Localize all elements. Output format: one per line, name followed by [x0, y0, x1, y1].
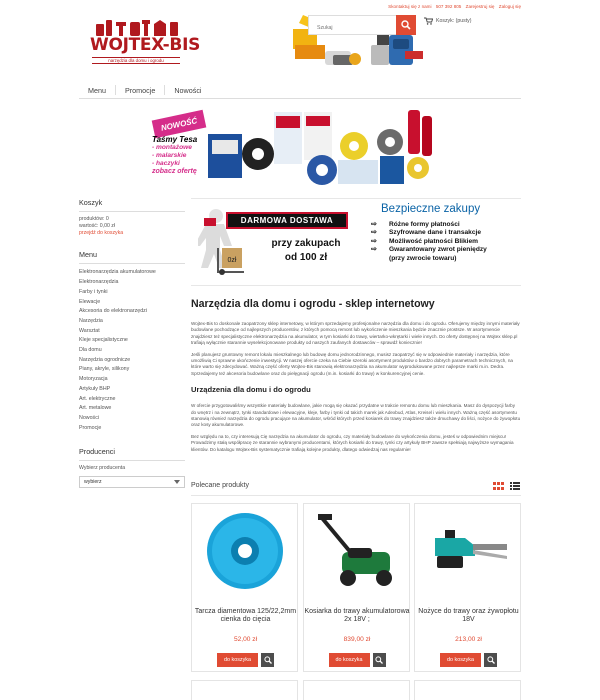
sidebar-producers — [79, 447, 185, 487]
search-button[interactable] — [396, 15, 416, 35]
zoom-button[interactable] — [261, 653, 274, 667]
free-shipping-line2: od 100 zł — [284, 252, 328, 263]
cart-value: wartość: 0,00 zł — [79, 223, 116, 230]
lawn-mower-image — [314, 508, 400, 594]
zoom-icon — [487, 656, 495, 664]
section-heading: Urządzenia dla domu i do ogrodu — [191, 385, 311, 395]
product-card[interactable] — [303, 503, 410, 672]
product-card[interactable] — [414, 503, 521, 672]
zoom-button[interactable] — [484, 653, 497, 667]
intro-paragraph: Wojtex-Bis to doskonale zaopatrzony sklep internetowy, w którym sprzedajemy profesjonalne narzędzia dla domu i do ogrodu. Oferujemy między innymi materiały budowlane pochodzące od najlepszych producentów, z których pomocą remont lub wykończenie mieszkania będzie znacznie prostsze. W asortymencie znajdziesz też specjalistyczne elektronarzędzia na akumulator, w tym kosiarki do trawy, wiertarko-wkrętarki i wiele innych. Do oferty dostępnej na Wojtex sklep.pl trafiają wyłącznie starannie wyselekcjonowane produkty od naszych zaufanych dostawców – sprawdź koniecznie! — [191, 321, 520, 346]
promo-text — [152, 136, 212, 176]
header-cart-label: Koszyk: (pusty) — [436, 18, 472, 24]
search-icon — [401, 20, 411, 30]
safe-shopping-title: Bezpieczne zakupy — [381, 203, 481, 215]
sidebar-cart — [79, 198, 185, 236]
register-link[interactable]: Zarejestruj się — [465, 4, 495, 9]
safe-item — [371, 221, 511, 229]
producer-label: Wybierz producenta — [79, 465, 126, 472]
category-link[interactable]: Warsztat — [79, 327, 100, 334]
tape-products-image — [204, 106, 434, 192]
category-link[interactable]: Art. elektryczne — [79, 395, 116, 402]
free-shipping-banner — [198, 204, 348, 282]
top-links — [385, 4, 521, 9]
arrow-icon: ⇨ — [371, 237, 377, 245]
producer-select-value: wybierz — [84, 478, 102, 485]
promo-line: - haczyki — [152, 160, 180, 167]
safe-item — [371, 238, 511, 246]
arrow-icon: ⇨ — [371, 229, 377, 237]
hedge-trimmer-image — [425, 508, 511, 594]
category-link[interactable]: Dla domu — [79, 347, 102, 354]
logo[interactable] — [88, 18, 201, 70]
promo-banner[interactable] — [152, 106, 434, 192]
product-name[interactable]: Kosiarka do trawy akumulatorowa 2x 18V ; — [304, 608, 410, 623]
safe-item-label: Szyfrowane dane i transakcje — [389, 229, 481, 237]
product-card[interactable] — [191, 680, 298, 700]
safe-item — [371, 229, 511, 237]
list-view-icon[interactable] — [510, 482, 520, 490]
category-link[interactable]: Kleje specjalistyczne — [79, 337, 128, 344]
logo-tagline: narzędzia dla domu i ogrodu — [92, 57, 180, 64]
sidebar-producers-title: Producenci — [79, 447, 185, 461]
intro-paragraph: Jeśli planujesz gruntowny remont lokalu mieszkalnego lub budowę domu jednorodzinnego, musisz zaopatrzyć się w odpowiednie materiały i narzędzia, które umożliwią Ci sprawne ukończenie inwestycji. W naszej ofercie czeka na Ciebie szeroki asortyment produktów o bardzo dobrych parametrach technicznych, na które warto się zdecydować. Ważną część oferty Wojtex-Bis stanowią elektronarzędzia na akumulator wyprodukowane przez najlepsze marki m.in. Dedra. Sprzedajemy też akcesoria budowlane oraz do pielęgnacji ogrodu (m.in. kosiarki do trawy) w konkurencyjnej cenie. — [191, 351, 513, 376]
category-link[interactable]: Narzędzia ogrodnicze — [79, 356, 131, 363]
box-label: 0zł — [227, 257, 237, 264]
category-link[interactable]: Promocje — [79, 424, 102, 431]
recommended-title: Polecane produkty — [191, 482, 249, 489]
arrow-icon: ⇨ — [371, 221, 377, 228]
promo-line: - montażowe — [152, 144, 192, 151]
product-card[interactable] — [191, 503, 298, 672]
safe-item-label: Możliwość płatności Blikiem — [389, 237, 479, 245]
info-banners — [191, 198, 521, 286]
search-box — [308, 15, 416, 35]
add-to-cart-button[interactable]: do koszyka — [329, 653, 370, 667]
category-link[interactable]: Elektronarzędzia akumulatorowe — [79, 269, 156, 276]
logo-tools-icon — [92, 20, 180, 36]
section-paragraph: Bez względu na to, czy interesują Cię narzędzia na akumulator do ogrodu, czy materiały budowlane do wykończenia domu, jesteś w odpowiednim miejscu! Prowadzimy stałą współpracę ze starannie wybranymi producentami, których kosiarki do trawy, tynki czy artykuły BHP zawsze spełniają najwyższe wymagania klientów. Do katalogu Wojtex-Bis systematycznie trafiają kolejne produkty, dlatego odwiedzaj nas regularnie! — [191, 433, 514, 452]
main-content — [191, 298, 521, 458]
free-shipping-line1: przy zakupach — [271, 238, 341, 249]
category-link[interactable]: Farby i tynki — [79, 288, 108, 295]
safe-item-label: Gwarantowany zwrot pieniędzy — [389, 246, 487, 254]
recommended-header — [191, 478, 521, 496]
add-to-cart-button[interactable]: do koszyka — [217, 653, 258, 667]
product-name[interactable]: Nożyce do trawy oraz żywopłotu 18V — [418, 608, 519, 623]
phone-link[interactable]: 507 392 805 — [435, 4, 462, 9]
category-link[interactable]: Elektronarzędzia — [79, 279, 119, 286]
safe-item — [371, 246, 511, 254]
next-product-row — [191, 680, 521, 700]
logo-text: WOJTEX-BIS — [90, 35, 201, 55]
cart-icon — [424, 17, 433, 25]
section-paragraph: W ofercie przygotowaliśmy wszystkie materiały budowlane, jakie mogą się okazać przydatne w trakcie remontu domu lub mieszkania. Masz do dyspozycji farby do wnętrz i na zewnątrz, tynki standardowe i elewacyjne, kleje, farby i tynki od takich marek jak Adexbud, Atlas, Kreisel i wielu innych. Ważną część asortymentu stanowią również narzędzia do ogrodu pracujące na akumulator, wśród których przed kosiarek do trawy znajdziesz także dmuchawy do liści, nożyce do żywopłotu oraz kosy akumulatorowe. — [191, 403, 521, 428]
free-shipping-sign: DARMOWA DOSTAWA — [226, 212, 348, 229]
producer-select[interactable] — [79, 476, 185, 488]
category-link[interactable]: Narzędzia — [79, 317, 103, 324]
nav-item-promocje[interactable]: Promocje — [124, 86, 156, 95]
sidebar-menu-title: Menu — [79, 250, 185, 264]
product-card[interactable] — [414, 680, 521, 700]
category-link[interactable]: Artykuły BHP — [79, 385, 111, 392]
product-price: 839,00 zł — [343, 636, 371, 643]
promo-cta: zobacz ofertę — [152, 168, 197, 175]
nav-item-menu[interactable]: Menu — [88, 86, 106, 95]
search-input[interactable] — [309, 19, 389, 37]
sidebar — [79, 198, 185, 500]
chevron-down-icon — [174, 480, 180, 484]
product-price: 52,00 zł — [233, 636, 258, 643]
go-to-cart-link[interactable]: przejdź do koszyka — [79, 230, 124, 237]
zoom-icon — [375, 656, 383, 664]
promo-line: - malarskie — [152, 152, 187, 159]
top-bar — [0, 0, 600, 12]
safe-item — [371, 255, 511, 263]
product-grid — [191, 503, 521, 673]
header-cart[interactable] — [424, 17, 471, 25]
main-nav — [79, 85, 521, 99]
product-name[interactable]: Tarcza diamentowa 125/22,2mm cienka do cięcia — [194, 608, 297, 623]
contact-link[interactable]: Skontaktuj się z nami — [388, 4, 432, 9]
category-link[interactable]: Akcesoria do elektronarzędzi — [79, 308, 148, 315]
category-list — [79, 268, 185, 433]
sidebar-cart-title: Koszyk — [79, 198, 185, 212]
safe-item-label: (przy zwrocie towaru) — [389, 254, 457, 262]
arrow-icon: ⇨ — [371, 246, 377, 254]
page-title: Narzędzia dla domu i ogrodu - sklep internetowy — [191, 298, 435, 310]
zoom-icon — [264, 656, 272, 664]
login-link[interactable]: Zaloguj się — [498, 4, 521, 9]
promo-title: Taśmy Tesa — [152, 135, 198, 144]
category-link[interactable]: Nowości — [79, 414, 100, 421]
sidebar-menu — [79, 250, 185, 433]
category-link[interactable]: Motoryzacja — [79, 376, 108, 383]
new-badge: NOWOŚĆ — [152, 110, 207, 138]
category-link[interactable]: Piany, akryle, silikony — [79, 366, 130, 373]
category-link[interactable]: Art. metalowe — [79, 405, 112, 412]
product-card[interactable] — [303, 680, 410, 700]
diamond-disc-image — [202, 508, 288, 594]
product-price: 213,00 zł — [455, 636, 482, 643]
add-to-cart-button[interactable]: do koszyka — [440, 653, 481, 667]
grid-view-icon[interactable] — [493, 482, 504, 490]
zoom-button[interactable] — [373, 653, 386, 667]
cart-products-count: produktów: 0 — [79, 216, 109, 222]
nav-item-nowosci[interactable]: Nowości — [174, 86, 202, 95]
safe-item-label: Różne formy płatności — [389, 221, 460, 228]
safe-shopping-banner — [371, 203, 511, 283]
category-link[interactable]: Elewacje — [79, 298, 101, 305]
